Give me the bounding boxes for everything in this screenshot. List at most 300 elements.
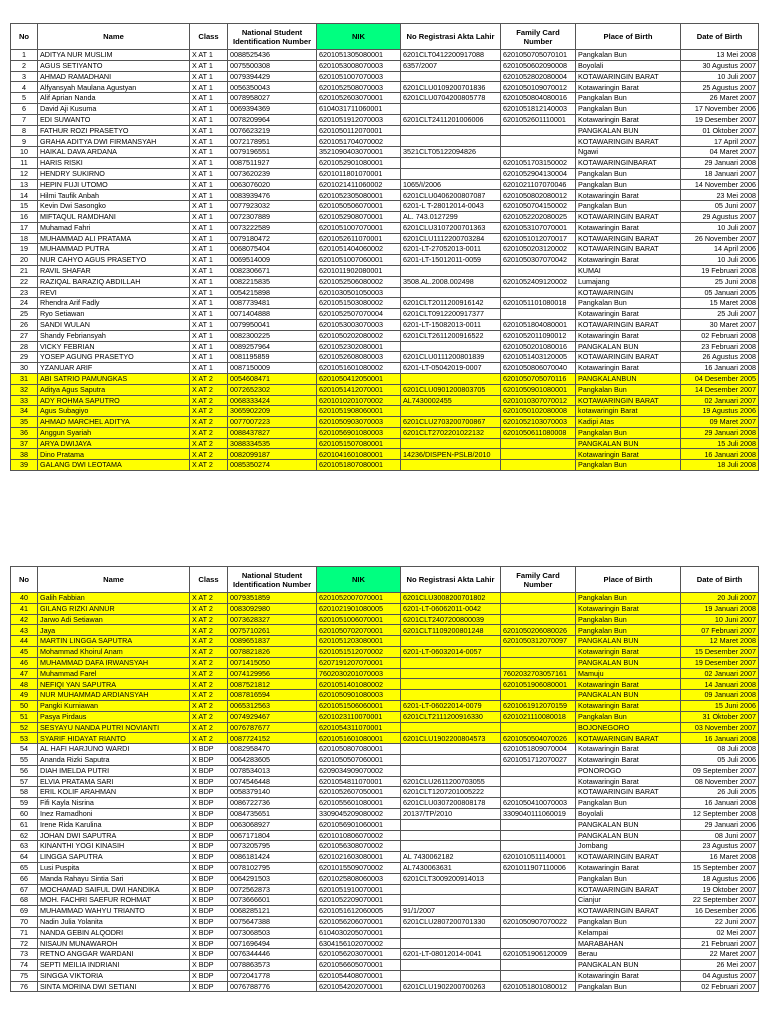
table-row <box>11 625 759 636</box>
cell-name: RAVIL SHAFAR <box>38 265 190 276</box>
cell-place-of-birth: KOTAWARINGIN BARAT <box>576 71 681 82</box>
table-row <box>11 406 759 417</box>
cell-family-card <box>501 136 576 147</box>
cell-date-of-birth: 26 Juli 2005 <box>681 787 759 798</box>
cell-nisn: 0068333424 <box>228 395 317 406</box>
table-row <box>11 970 759 981</box>
cell-family-card: 6201050806070040 <box>501 363 576 374</box>
cell-place-of-birth: Kotawaringin Barat <box>576 363 681 374</box>
header-nik: NIK <box>317 567 401 593</box>
table-row <box>11 981 759 992</box>
cell-nisn: 0072307889 <box>228 211 317 222</box>
cell-nisn: 0079394429 <box>228 71 317 82</box>
cell-no: 55 <box>11 754 38 765</box>
cell-nisn: 0068285121 <box>228 906 317 917</box>
cell-nik: 7602030201070003 <box>317 668 401 679</box>
cell-place-of-birth: Boyolali <box>576 60 681 71</box>
cell-family-card: 6201050611080008 <box>501 427 576 438</box>
table-row <box>11 668 759 679</box>
cell-akta <box>401 765 501 776</box>
cell-family-card: 6201010511140001 <box>501 852 576 863</box>
cell-place-of-birth: KOTAWARINGIN BARAT <box>576 136 681 147</box>
cell-no: 15 <box>11 201 38 212</box>
cell-name: RAZIQAL BARAZIQ ABDILLAH <box>38 276 190 287</box>
cell-class: X AT 1 <box>190 298 228 309</box>
cell-class: X AT 2 <box>190 427 228 438</box>
cell-no: 39 <box>11 460 38 471</box>
table-row <box>11 352 759 363</box>
cell-no: 21 <box>11 265 38 276</box>
cell-name: MIFTAQUL RAMDHANI <box>38 211 190 222</box>
cell-family-card: 6201051703150002 <box>501 157 576 168</box>
cell-date-of-birth: 21 Februari 2007 <box>681 938 759 949</box>
cell-akta: 6201CLT1109200801248 <box>401 625 501 636</box>
cell-no: 66 <box>11 873 38 884</box>
cell-class: X AT 2 <box>190 603 228 614</box>
cell-family-card: 6201051403120005 <box>501 352 576 363</box>
cell-nik: 6201052608080003 <box>317 352 401 363</box>
cell-nik: 6201051203080001 <box>317 636 401 647</box>
cell-nik: 6201051503080002 <box>317 298 401 309</box>
cell-date-of-birth: 23 Februari 2008 <box>681 341 759 352</box>
cell-nisn: 0075647388 <box>228 916 317 927</box>
cell-akta: 1065/I/2006 <box>401 179 501 190</box>
cell-nik: 6201051007070001 <box>317 222 401 233</box>
cell-no: 10 <box>11 147 38 158</box>
cell-family-card <box>501 265 576 276</box>
cell-name: SESYAYU NANDA PUTRI NOVIANTI <box>38 722 190 733</box>
cell-place-of-birth: Pangkalan Bun <box>576 460 681 471</box>
cell-akta <box>401 136 501 147</box>
cell-family-card: 6201050109070012 <box>501 82 576 93</box>
cell-nik: 6201050903070003 <box>317 417 401 428</box>
cell-family-card: 6201050602090008 <box>501 60 576 71</box>
cell-nik: 6201015509070002 <box>317 862 401 873</box>
cell-no: 47 <box>11 668 38 679</box>
table-row <box>11 93 759 104</box>
cell-place-of-birth: KUMAI <box>576 265 681 276</box>
cell-no: 56 <box>11 765 38 776</box>
cell-family-card <box>501 460 576 471</box>
cell-no: 28 <box>11 341 38 352</box>
cell-class: X AT 2 <box>190 406 228 417</box>
cell-nik: 6201021901080005 <box>317 603 401 614</box>
table-row <box>11 50 759 61</box>
cell-date-of-birth: 18 Agustus 2006 <box>681 873 759 884</box>
cell-date-of-birth: 15 Juli 2008 <box>681 438 759 449</box>
cell-name: Kevin Dwi Sasongko <box>38 201 190 212</box>
cell-name: NANDA GEBIN ALQODRI <box>38 927 190 938</box>
cell-akta: 6201CLU0704200805778 <box>401 93 501 104</box>
cell-name: HEPIN FUJI UTOMO <box>38 179 190 190</box>
cell-place-of-birth: Pangkalan Bun <box>576 103 681 114</box>
cell-no: 34 <box>11 406 38 417</box>
cell-name: MUHAMMAD DAFA IRWANSYAH <box>38 657 190 668</box>
cell-nik: 6201052908070001 <box>317 211 401 222</box>
table-row <box>11 255 759 266</box>
cell-family-card: 6201050312070097 <box>501 636 576 647</box>
cell-class: X AT 1 <box>190 341 228 352</box>
cell-date-of-birth: 05 Juni 2007 <box>681 201 759 212</box>
cell-class: X AT 2 <box>190 438 228 449</box>
cell-nik: 6201051007060001 <box>317 255 401 266</box>
cell-akta: 3521CLT05122094826 <box>401 147 501 158</box>
cell-akta: AL. 743.0127299 <box>401 211 501 222</box>
cell-akta: 6201CLT2011200916142 <box>401 298 501 309</box>
table-row <box>11 841 759 852</box>
cell-name: JOHAN DWI SAPUTRA <box>38 830 190 841</box>
cell-nik: 6201052506080002 <box>317 276 401 287</box>
cell-no: 60 <box>11 808 38 819</box>
cell-place-of-birth: Kotawaringin Barat <box>576 255 681 266</box>
cell-akta <box>401 157 501 168</box>
cell-family-card: 6201052409120002 <box>501 276 576 287</box>
cell-nisn: 0064283605 <box>228 754 317 765</box>
cell-akta: 6201CLU2703200700867 <box>401 417 501 428</box>
cell-no: 14 <box>11 190 38 201</box>
cell-nisn: 0073620239 <box>228 168 317 179</box>
table-row <box>11 211 759 222</box>
cell-nik: 6201050202080002 <box>317 330 401 341</box>
cell-no: 27 <box>11 330 38 341</box>
cell-name: HAIKAL DAVA ARDANA <box>38 147 190 158</box>
cell-class: X AT 2 <box>190 625 228 636</box>
cell-date-of-birth: 22 Maret 2007 <box>681 949 759 960</box>
table-row <box>11 830 759 841</box>
cell-akta: 6201CLU2611200703055 <box>401 776 501 787</box>
cell-akta <box>401 819 501 830</box>
cell-class: X BDP <box>190 927 228 938</box>
cell-place-of-birth: Kotawaringin Barat <box>576 82 681 93</box>
cell-akta: 6201-LT-06032014-0057 <box>401 646 501 657</box>
cell-place-of-birth: Pangkalan Bun <box>576 711 681 722</box>
cell-place-of-birth: Kelampai <box>576 927 681 938</box>
cell-nik: 6201052607050001 <box>317 787 401 798</box>
cell-nisn: 0077007223 <box>228 417 317 428</box>
cell-date-of-birth: 01 Oktober 2007 <box>681 125 759 136</box>
cell-nik: 6201051006070001 <box>317 614 401 625</box>
table-row <box>11 179 759 190</box>
header-class: Class <box>190 24 228 50</box>
cell-no: 44 <box>11 636 38 647</box>
cell-place-of-birth: Cianjur <box>576 895 681 906</box>
cell-class: X AT 2 <box>190 733 228 744</box>
cell-akta <box>401 125 501 136</box>
cell-akta <box>401 744 501 755</box>
cell-family-card <box>501 646 576 657</box>
cell-family-card: 6201050206080026 <box>501 625 576 636</box>
cell-no: 19 <box>11 244 38 255</box>
cell-akta: 6201-LT-06062011-0042 <box>401 603 501 614</box>
header-nisn: National Student Identification Number <box>228 567 317 593</box>
cell-akta: 6201CLU0109200701836 <box>401 82 501 93</box>
cell-family-card <box>501 287 576 298</box>
cell-no: 61 <box>11 819 38 830</box>
cell-name: Agus Subagiyo <box>38 406 190 417</box>
table-row <box>11 319 759 330</box>
cell-akta <box>401 970 501 981</box>
cell-no: 76 <box>11 981 38 992</box>
table-row <box>11 593 759 604</box>
cell-nik: 6201051506060001 <box>317 700 401 711</box>
table-row <box>11 722 759 733</box>
cell-nik: 3521090403070001 <box>317 147 401 158</box>
cell-class: X AT 1 <box>190 125 228 136</box>
cell-nik: 6201021603080001 <box>317 852 401 863</box>
cell-nik: 6201052611070001 <box>317 233 401 244</box>
cell-name: SANDI WULAN <box>38 319 190 330</box>
cell-place-of-birth: KOTAWARINGIN BARAT <box>576 733 681 744</box>
cell-nisn: 0075500308 <box>228 60 317 71</box>
cell-akta: 6201CLU0307200808178 <box>401 798 501 809</box>
cell-place-of-birth: Jombang <box>576 841 681 852</box>
cell-no: 35 <box>11 417 38 428</box>
cell-date-of-birth: 05 Juli 2006 <box>681 754 759 765</box>
cell-name: ERIL KOLIF ARAHMAN <box>38 787 190 798</box>
cell-place-of-birth: Pangkalan Bun <box>576 93 681 104</box>
cell-akta: 6201CLT0912200917377 <box>401 309 501 320</box>
cell-class: X AT 2 <box>190 700 228 711</box>
cell-place-of-birth: PANGKALAN BUN <box>576 830 681 841</box>
cell-akta <box>401 938 501 949</box>
cell-nisn: 0078534013 <box>228 765 317 776</box>
cell-nisn: 0073666601 <box>228 895 317 906</box>
cell-class: X BDP <box>190 981 228 992</box>
cell-class: X BDP <box>190 787 228 798</box>
cell-family-card <box>501 603 576 614</box>
cell-akta: 3508.AL.2008.002498 <box>401 276 501 287</box>
cell-nisn: 0089257964 <box>228 341 317 352</box>
cell-nisn: 0054215898 <box>228 287 317 298</box>
cell-place-of-birth: Pangkalan Bun <box>576 981 681 992</box>
cell-class: X AT 2 <box>190 657 228 668</box>
cell-no: 45 <box>11 646 38 657</box>
cell-place-of-birth: KOTAWARINGIN BARAT <box>576 787 681 798</box>
cell-place-of-birth: Kotawaringin Barat <box>576 754 681 765</box>
cell-no: 64 <box>11 852 38 863</box>
cell-nisn: 0083939476 <box>228 190 317 201</box>
cell-name: Dino Pratama <box>38 449 190 460</box>
cell-nik: 6201052508070003 <box>317 82 401 93</box>
cell-name: Ananda Rizki Saputra <box>38 754 190 765</box>
cell-family-card <box>501 776 576 787</box>
cell-akta <box>401 460 501 471</box>
cell-place-of-birth: KOTAWARINGIN BARAT <box>576 884 681 895</box>
cell-name: AHMAD RAMADHANI <box>38 71 190 82</box>
cell-nisn: 0072652302 <box>228 384 317 395</box>
cell-nisn: 0073068503 <box>228 927 317 938</box>
cell-nik: 6201052007070001 <box>317 593 401 604</box>
cell-place-of-birth: PONOROGO <box>576 765 681 776</box>
cell-place-of-birth: Pangkalan Bun <box>576 593 681 604</box>
cell-place-of-birth: PANGKALAN BUN <box>576 438 681 449</box>
cell-date-of-birth: 26 Mei 2007 <box>681 960 759 971</box>
cell-class: X AT 1 <box>190 244 228 255</box>
cell-date-of-birth: 04 Maret 2007 <box>681 147 759 158</box>
cell-no: 6 <box>11 103 38 114</box>
cell-nisn: 3065902209 <box>228 406 317 417</box>
cell-nisn: 0076344446 <box>228 949 317 960</box>
cell-no: 58 <box>11 787 38 798</box>
cell-nisn: 0072041778 <box>228 970 317 981</box>
cell-nik: 6201050807080001 <box>317 744 401 755</box>
cell-family-card <box>501 614 576 625</box>
cell-akta: 6201-LT-05042019-0007 <box>401 363 501 374</box>
cell-no: 41 <box>11 603 38 614</box>
cell-akta <box>401 438 501 449</box>
cell-no: 38 <box>11 449 38 460</box>
cell-name: Aditya Agus Saputra <box>38 384 190 395</box>
cell-no: 70 <box>11 916 38 927</box>
table-row <box>11 636 759 647</box>
cell-class: X AT 2 <box>190 593 228 604</box>
cell-class: X AT 1 <box>190 352 228 363</box>
cell-family-card: 6201053107070001 <box>501 222 576 233</box>
cell-family-card: 6201050705070116 <box>501 373 576 384</box>
cell-nik: 6201056901060001 <box>317 819 401 830</box>
table-row <box>11 938 759 949</box>
cell-class: X AT 2 <box>190 690 228 701</box>
cell-date-of-birth: 07 Februari 2007 <box>681 625 759 636</box>
table-row <box>11 819 759 830</box>
cell-family-card: 6201052103070003 <box>501 417 576 428</box>
cell-name: LINGGA SAPUTRA <box>38 852 190 863</box>
cell-family-card: 6201061912070159 <box>501 700 576 711</box>
cell-no: 68 <box>11 895 38 906</box>
cell-akta: 14236/DISPEN-PSLB/2010 <box>401 449 501 460</box>
table-row <box>11 265 759 276</box>
cell-no: 72 <box>11 938 38 949</box>
cell-name: KINANTHI YOGI KINASIH <box>38 841 190 852</box>
cell-family-card: 6201051809070004 <box>501 744 576 755</box>
cell-family-card: 6201051012070017 <box>501 233 576 244</box>
cell-nisn: 0087724152 <box>228 733 317 744</box>
cell-family-card <box>501 125 576 136</box>
cell-family-card <box>501 970 576 981</box>
cell-no: 7 <box>11 114 38 125</box>
cell-nik: 6201051507080001 <box>317 438 401 449</box>
cell-no: 52 <box>11 722 38 733</box>
cell-no: 43 <box>11 625 38 636</box>
cell-place-of-birth: KOTAWARINGIN BARAT <box>576 352 681 363</box>
cell-nisn: 3088334535 <box>228 438 317 449</box>
cell-place-of-birth: KOTAWARINGIN BARAT <box>576 852 681 863</box>
cell-no: 37 <box>11 438 38 449</box>
cell-class: X BDP <box>190 884 228 895</box>
cell-nisn: 0087511927 <box>228 157 317 168</box>
cell-class: X BDP <box>190 970 228 981</box>
cell-nisn: 0071404888 <box>228 309 317 320</box>
cell-name: Irene Rida Karulina <box>38 819 190 830</box>
cell-nisn: 0054608471 <box>228 373 317 384</box>
cell-nisn: 0067171804 <box>228 830 317 841</box>
cell-nisn: 0082300225 <box>228 330 317 341</box>
cell-family-card: 6201050203120002 <box>501 244 576 255</box>
header-class: Class <box>190 567 228 593</box>
cell-name: ADITYA NUR MUSLIM <box>38 50 190 61</box>
cell-akta: 6201CLU1112200703284 <box>401 233 501 244</box>
cell-nisn: 0074929467 <box>228 711 317 722</box>
table-row <box>11 646 759 657</box>
cell-class: X AT 1 <box>190 147 228 158</box>
cell-no: 8 <box>11 125 38 136</box>
cell-place-of-birth: PANGKALAN BUN <box>576 657 681 668</box>
cell-class: X AT 2 <box>190 373 228 384</box>
cell-no: 59 <box>11 798 38 809</box>
table-row <box>11 373 759 384</box>
cell-name: Alif Aprian Nanda <box>38 93 190 104</box>
cell-class: X AT 1 <box>190 363 228 374</box>
cell-no: 23 <box>11 287 38 298</box>
cell-date-of-birth: 19 Februari 2008 <box>681 265 759 276</box>
cell-nisn: 0056350043 <box>228 82 317 93</box>
cell-date-of-birth: 03 November 2007 <box>681 722 759 733</box>
cell-name: Nadin Julia Yolanita <box>38 916 190 927</box>
cell-class: X AT 2 <box>190 722 228 733</box>
cell-family-card <box>501 722 576 733</box>
cell-nisn: 0064291503 <box>228 873 317 884</box>
cell-place-of-birth: KOTAWARINGIN <box>576 287 681 298</box>
cell-nisn: 0078863573 <box>228 960 317 971</box>
cell-place-of-birth: Kotawaringin Barat <box>576 700 681 711</box>
cell-date-of-birth: 16 Januari 2008 <box>681 733 759 744</box>
table-row <box>11 384 759 395</box>
cell-family-card <box>501 147 576 158</box>
cell-class: X AT 1 <box>190 287 228 298</box>
cell-name: RETNO ANGGAR WARDANI <box>38 949 190 960</box>
cell-nik: 6201051401080002 <box>317 679 401 690</box>
cell-name: DIAH IMELDA PUTRI <box>38 765 190 776</box>
cell-akta <box>401 168 501 179</box>
cell-family-card: 6201050410070003 <box>501 798 576 809</box>
table-row <box>11 168 759 179</box>
cell-class: X AT 1 <box>190 93 228 104</box>
table-row <box>11 679 759 690</box>
cell-name: MUHAMMAD ALI PRATAMA <box>38 233 190 244</box>
cell-nisn: 0076788776 <box>228 981 317 992</box>
cell-class: X AT 1 <box>190 265 228 276</box>
cell-no: 29 <box>11 352 38 363</box>
cell-name: Jarwo Adi Setiawan <box>38 614 190 625</box>
cell-nik: 6201050901080003 <box>317 690 401 701</box>
cell-akta <box>401 373 501 384</box>
table-header-row <box>11 24 759 50</box>
cell-name: GALANG DWI LEOTAMA <box>38 460 190 471</box>
cell-class: X BDP <box>190 765 228 776</box>
cell-akta <box>401 636 501 647</box>
cell-date-of-birth: 16 Januari 2008 <box>681 798 759 809</box>
cell-place-of-birth: Kotawaringin Barat <box>576 190 681 201</box>
table-row <box>11 776 759 787</box>
cell-nik: 6201056605070001 <box>317 960 401 971</box>
cell-date-of-birth: 04 Agustus 2007 <box>681 970 759 981</box>
cell-akta: 6201CLU3008200701802 <box>401 593 501 604</box>
cell-date-of-birth: 16 Desember 2006 <box>681 906 759 917</box>
cell-nik: 6201050412050001 <box>317 373 401 384</box>
header-date-of-birth: Date of Birth <box>681 567 759 593</box>
cell-akta <box>401 103 501 114</box>
cell-date-of-birth: 09 Januari 2008 <box>681 690 759 701</box>
cell-place-of-birth: Pangkalan Bun <box>576 50 681 61</box>
cell-class: X AT 1 <box>190 71 228 82</box>
cell-place-of-birth: Pangkalan Bun <box>576 798 681 809</box>
cell-akta <box>401 406 501 417</box>
table-row <box>11 765 759 776</box>
cell-date-of-birth: 18 Januari 2007 <box>681 168 759 179</box>
cell-place-of-birth: KOTAWARINGIN BARAT <box>576 244 681 255</box>
cell-no: 3 <box>11 71 38 82</box>
cell-place-of-birth: MARABAHAN <box>576 938 681 949</box>
